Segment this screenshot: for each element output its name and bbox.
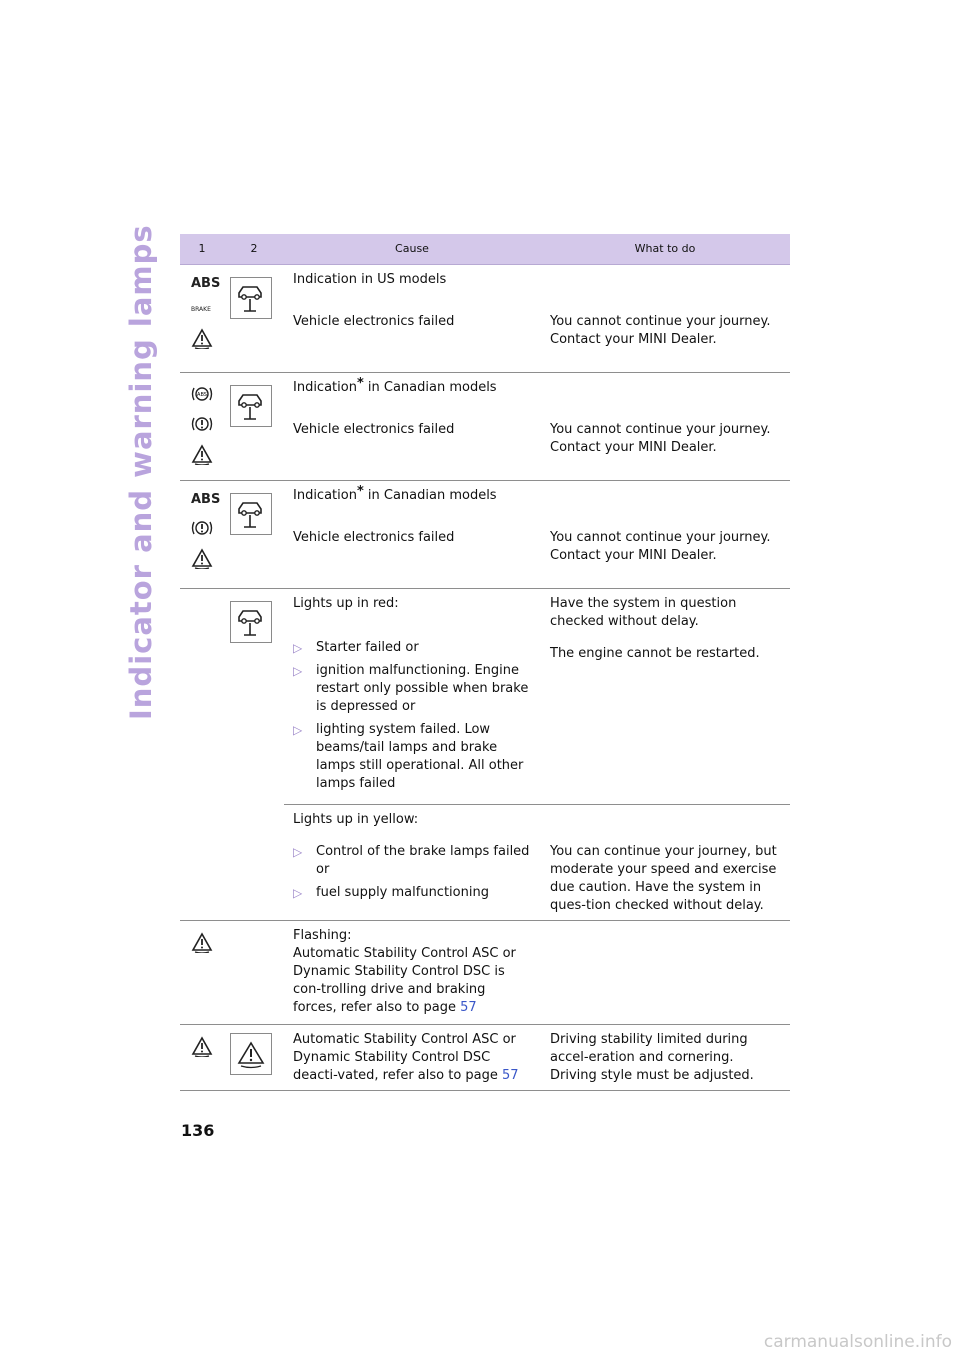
table-row (180, 481, 790, 589)
stability-warning-icon (191, 327, 213, 349)
table-row (180, 589, 790, 805)
header-col-2: 2 (224, 234, 284, 265)
table-row (180, 265, 790, 373)
brake-exclamation-icon (191, 517, 213, 539)
vehicle-on-lift-icon (230, 493, 272, 535)
header-col-1: 1 (180, 234, 224, 265)
brake-exclamation-icon (191, 413, 213, 435)
page-link[interactable]: 57 (460, 1000, 477, 1015)
page-number: 136 (181, 1121, 215, 1140)
svg-text:ABS: ABS (197, 392, 207, 398)
deactivated-text: Automatic Stability Control ASC or Dynamic Stability Control DSC deacti-vated, refer also to page (293, 1032, 516, 1083)
brake-icon: BRAKE (191, 306, 211, 313)
todo-text: You cannot continue your journey. Contact your MINI Dealer. (550, 530, 771, 563)
stability-warning-icon (191, 1035, 213, 1057)
stability-warning-icon (191, 931, 213, 953)
header-what-to-do: What to do (540, 234, 790, 265)
table-row (180, 921, 790, 1025)
indication-text: Indication* in Canadian models (293, 376, 497, 395)
flashing-text: Flashing: Automatic Stability Control ASC or Dynamic Stability Control DSC is con-trolling drive and braking forces, refer also to page (293, 928, 516, 1015)
page-link[interactable]: 57 (502, 1068, 519, 1083)
todo-text: You cannot continue your journey. Contact your MINI Dealer. (550, 314, 771, 347)
vehicle-on-lift-icon (230, 385, 272, 427)
indicator-table (180, 234, 790, 1091)
side-section-title: Indicator and warning lamps (124, 224, 158, 720)
indication-text: Indication in US models (293, 272, 447, 287)
red-todo-text: The engine cannot be restarted. (550, 646, 760, 661)
watermark: carmanualsonline.info (763, 1332, 952, 1352)
list-item: ▷ fuel supply malfunctioning (293, 885, 489, 900)
vehicle-on-lift-icon (230, 601, 272, 643)
table-row (180, 1025, 790, 1091)
list-item: ▷ Control of the brake lamps failed or (293, 844, 530, 877)
cause-text: Vehicle electronics failed (293, 422, 455, 437)
indication-text: Indication* in Canadian models (293, 484, 497, 503)
red-label: Lights up in red: (293, 596, 399, 611)
list-item: ▷ lighting system failed. Low beams/tail lamps and brake lamps still operational. All other lamps failed (293, 722, 524, 791)
list-item: ▷ ignition malfunctioning. Engine restart only possible when brake is depressed or (293, 663, 529, 714)
vehicle-on-lift-icon (230, 277, 272, 319)
red-todo-label: Have the system in question checked without delay. (550, 596, 737, 629)
cause-text: Vehicle electronics failed (293, 530, 455, 545)
header-cause: Cause (284, 234, 540, 265)
cause-text: Vehicle electronics failed (293, 314, 455, 329)
yellow-label: Lights up in yellow: (293, 812, 419, 827)
stability-off-icon (230, 1033, 272, 1075)
abs-icon: ABS (191, 276, 221, 291)
table-row (180, 373, 790, 481)
list-item: ▷ Starter failed or (293, 640, 419, 655)
yellow-todo-text: You can continue your journey, but moderate your speed and exercise due caution. Have the system in ques-tion checked without delay. (550, 844, 777, 913)
abs-icon: ABS (191, 492, 221, 507)
todo-text: You cannot continue your journey. Contact your MINI Dealer. (550, 422, 771, 455)
stability-warning-icon (191, 547, 213, 569)
deactivated-todo-text: Driving stability limited during accel-eration and cornering. Driving style must be adjusted. (540, 1025, 790, 1091)
abs-circle-icon (191, 383, 213, 405)
stability-warning-icon (191, 443, 213, 465)
